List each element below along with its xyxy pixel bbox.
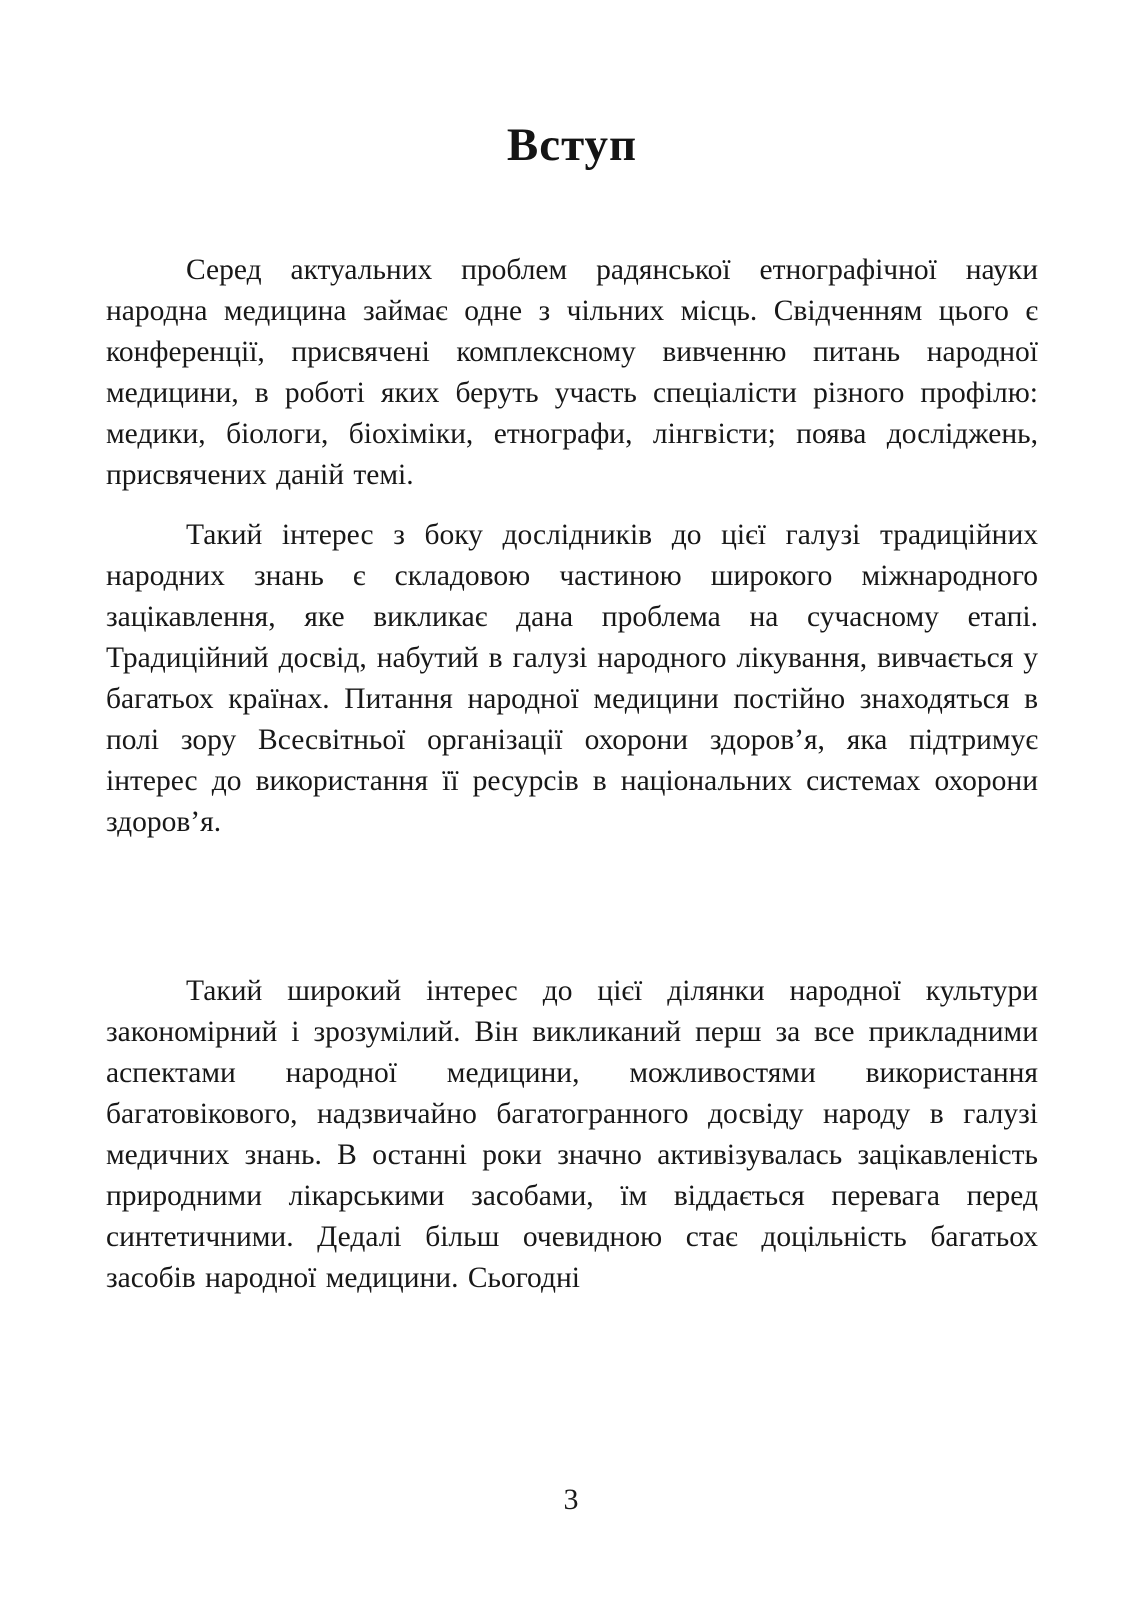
page-title: Вступ — [506, 119, 638, 171]
paragraph-1: Серед актуальних проблем радянської етнографічної науки народна медицина займає одне з чільних місць. Свідченням цього є конференції, присвячені комплексному вивченню питань народної медицини, в роботі яких беруть участь спеціалісти різного профілю: медики, біологи, біохіміки, етнографи, лінгвісти; поява досліджень, присвячених даній темі. — [106, 254, 1038, 491]
body-text — [106, 250, 1038, 1299]
page-number: 3 — [563, 1483, 579, 1516]
paragraph-2: Такий інтерес з боку дослідників до цієї галузі традиційних народних знань є складовою частиною широкого міжнародного зацікавлення, яке викликає дана проблема на сучасному етапі. Традиційний досвід, набутий в галузі народного лікування, вивчається у багатьох країнах. Питання народної медицини постійно знаходяться в полі зору Всесвітньої організації охорони здоров’я, яка підтримує інтерес до використання її ресурсів в національних системах охорони здоров’я. — [106, 519, 1038, 838]
paragraph-3: Такий широкий інтерес до цієї ділянки народної культури закономірний і зрозумілий. Він викликаний перш за все прикладними аспектами народної медицини, можливостями використання багатовікового, надзвичайно багатогранного досвіду народу в галузі медичних знань. В останні роки значно активізувалась зацікавленість природними лікарськими засобами, їм віддається перевага перед синтетичними. Дедалі більш очевидною стає доцільність багатьох засобів народної медицини. Сьогодні — [106, 975, 1038, 1294]
